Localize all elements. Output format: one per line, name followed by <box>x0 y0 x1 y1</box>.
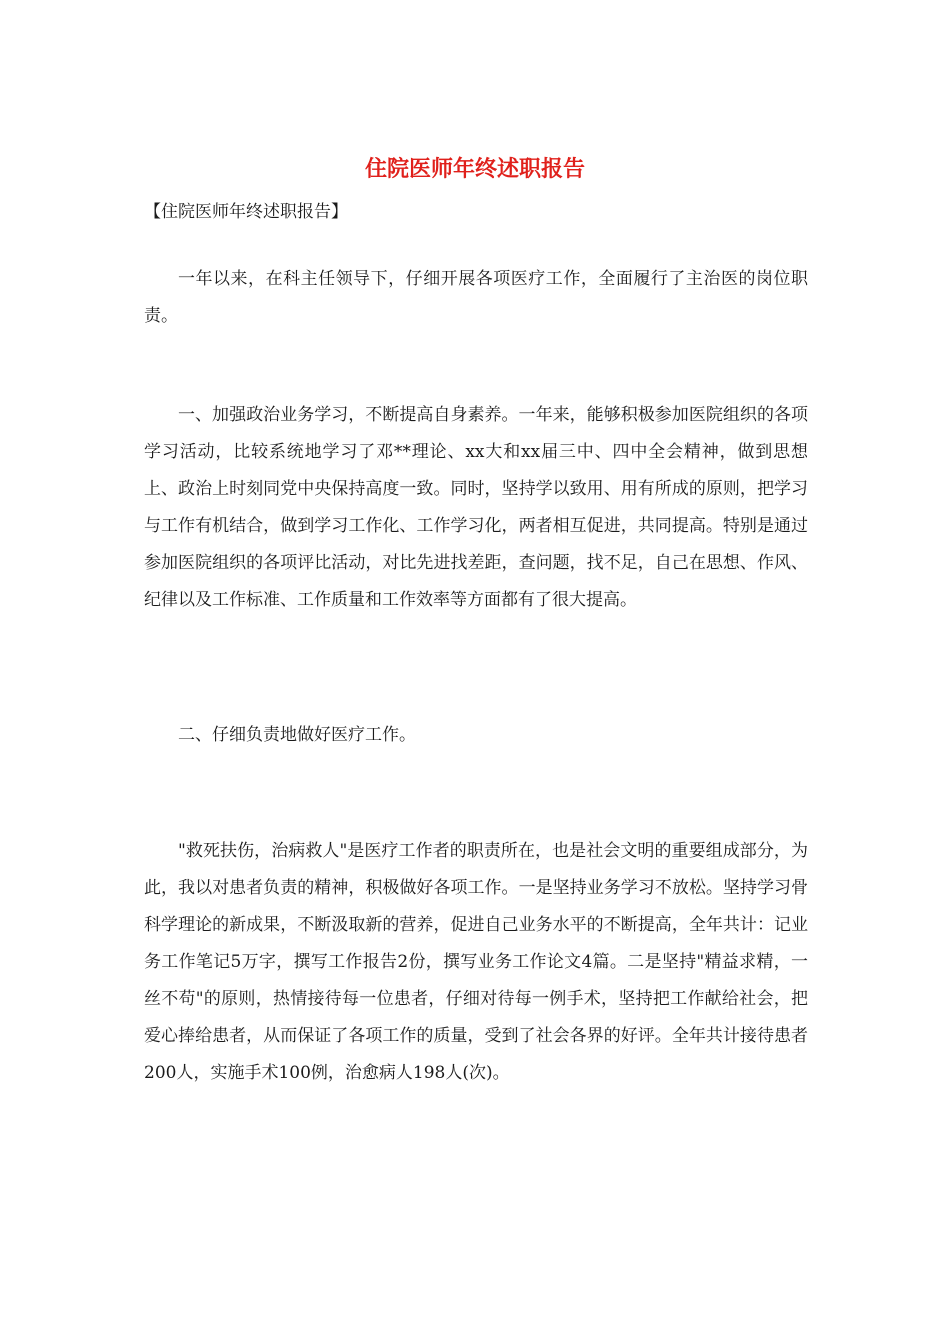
paragraph-section-one: 一、加强政治业务学习，不断提高自身素养。一年来，能够积极参加医院组织的各项学习活动，比较系统地学习了邓**理论、xx大和xx届三中、四中全会精神，做到思想上、政治上时刻同党中央保持高度一致。同时，坚持学以致用、用有所成的原则，把学习与工作有机结合，做到学习工作化、工作学习化，两者相互促进，共同提高。特别是通过参加医院组织的各项评比活动，对比先进找差距，查问题，找不足，自己在思想、作风、纪律以及工作标准、工作质量和工作效率等方面都有了很大提高。 <box>144 405 808 610</box>
paragraph-intro: 一年以来，在科主任领导下，仔细开展各项医疗工作，全面履行了主治医的岗位职责。 <box>144 269 808 326</box>
paragraph-section-two-body: "救死扶伤，治病救人"是医疗工作者的职责所在，也是社会文明的重要组成部分，为此，我以对患者负责的精神，积极做好各项工作。一是坚持业务学习不放松。坚持学习骨科学理论的新成果，不断汲取新的营养，促进自己业务水平的不断提高，全年共计：记业务工作笔记5万字，撰写工作报告2份，撰写业务工作论文4篇。二是坚持"精益求精，一丝不苟"的原则，热情接待每一位患者，仔细对待每一例手术，坚持把工作献给社会，把爱心捧给患者，从而保证了各项工作的质量，受到了社会各界的好评。全年共计接待患者200人，实施手术100例，治愈病人198人(次)。 <box>144 841 808 1083</box>
document-subtitle: 【住院医师年终述职报告】 <box>144 202 348 222</box>
paragraph-section-two-heading: 二、仔细负责地做好医疗工作。 <box>178 725 416 745</box>
document-title: 住院医师年终述职报告 <box>364 156 585 182</box>
